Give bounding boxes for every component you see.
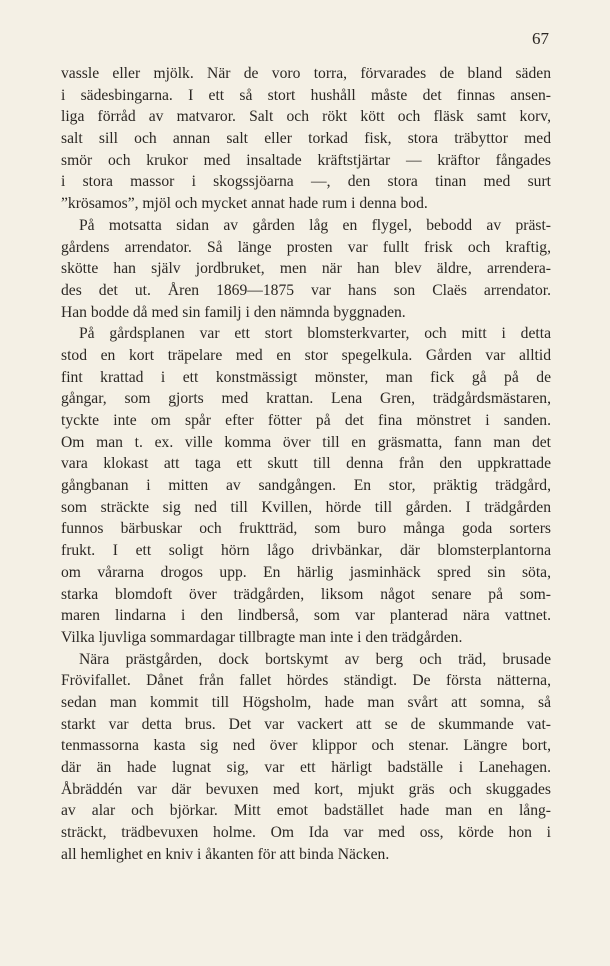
text-line: i stora massor i skogssjöarna —, den stora tinan med surt [61, 173, 551, 191]
text-line: Han bodde då med sin familj i den nämnda byggnaden. [61, 303, 406, 321]
text-line: smör och krukor med insaltade kräftstjärtar — kräftor fångades [61, 151, 551, 169]
text-line: som sträckte sig ned till Kvillen, hörde till gården. I trädgården [61, 498, 551, 516]
text-line: vara klokast att taga ett skutt till denna från den uppkrattade [61, 455, 551, 473]
text-line: gångbanan i mitten av sandgången. En stor, präktig trädgård, [61, 477, 551, 495]
text-line: sedan man kommit till Högsholm, hade man svårt att somna, så [61, 693, 551, 711]
text-line: des det ut. Åren 1869—1875 var hans son Claës arrendator. [61, 281, 551, 299]
body-text [61, 63, 551, 865]
text-line: tenmassorna kasta sig ned över klippor och stenar. Längre bort, [61, 737, 551, 755]
text-line: På gårdsplanen var ett stort blomsterkvarter, och mitt i detta [79, 325, 551, 343]
page-number: 67 [532, 29, 549, 48]
text-line: all hemlighet en kniv i åkanten för att binda Näcken. [61, 845, 390, 863]
text-line: liga förråd av matvaror. Salt och rökt kött och fläsk samt korv, [61, 108, 551, 126]
text-line: skötte han själv jordbruket, men när han blev äldre, arrendera- [61, 260, 551, 278]
text-line: maren lindarna i den lindberså, som var planterad nära vattnet. [61, 607, 551, 625]
text-line: fint krattad i ett konstmässigt mönster, man fick gå på de [61, 368, 551, 386]
text-line: ”krösamos”, mjöl och mycket annat hade rum i denna bod. [61, 195, 428, 213]
text-line: Vilka ljuvliga sommardagar tillbragte man inte i den trädgården. [61, 628, 463, 646]
text-line: funnos bärbuskar och fruktträd, som buro många goda sorters [61, 520, 551, 538]
text-line: Om man t. ex. ville komma över till en gräsmatta, fann man det [61, 433, 551, 451]
text-line: starkt var detta brus. Det var vackert att se de skummande vat- [61, 715, 551, 733]
text-line: sträckt, trädbevuxen holme. Om Ida var med oss, körde hon i [61, 824, 551, 842]
text-line: där än hade lugnat sig, var ett härligt badställe i Lanehagen. [61, 759, 551, 776]
text-line: Frövifallet. Dånet från fallet hördes ständigt. De första nätterna, [61, 672, 551, 690]
text-line: vassle eller mjölk. När de voro torra, förvarades de bland säden [61, 65, 551, 82]
text-line: frukt. I ett soligt hörn lågo drivbänkar, där blomsterplantorna [61, 542, 551, 560]
text-line: gångar, som gjorts med krattan. Lena Gren, trädgårdsmästaren, [61, 390, 551, 408]
text-line: Åbräddén var där bevuxen med kort, mjukt gräs och skuggades [61, 780, 551, 798]
text-line: om vårarna drogos upp. En härlig jasminhäck spred sin söta, [61, 563, 551, 581]
text-line: i sädesbingarna. I ett så stort hushåll måste det finnas ansen- [61, 86, 551, 104]
text-line: tyckte inte om spår efter fötter på det fina mönstret i sanden. [61, 412, 551, 429]
text-line: På motsatta sidan av gården låg en flygel, bebodd av präst- [79, 216, 551, 234]
text-line: salt sill och annan salt eller torkad fisk, stora träbyttor med [61, 130, 551, 148]
text-line: av alar och björkar. Mitt emot badstället hade man en lång- [61, 802, 551, 820]
text-line: starka blomdoft över trädgården, liksom något senare på som- [61, 585, 551, 603]
text-line: stod en kort träpelare med en stor spegelkula. Gården var alltid [61, 346, 551, 364]
text-line: Nära prästgården, dock bortskymt av berg och träd, brusade [79, 650, 551, 668]
text-line: gårdens arrendator. Så länge prosten var fullt frisk och kraftig, [61, 238, 551, 256]
